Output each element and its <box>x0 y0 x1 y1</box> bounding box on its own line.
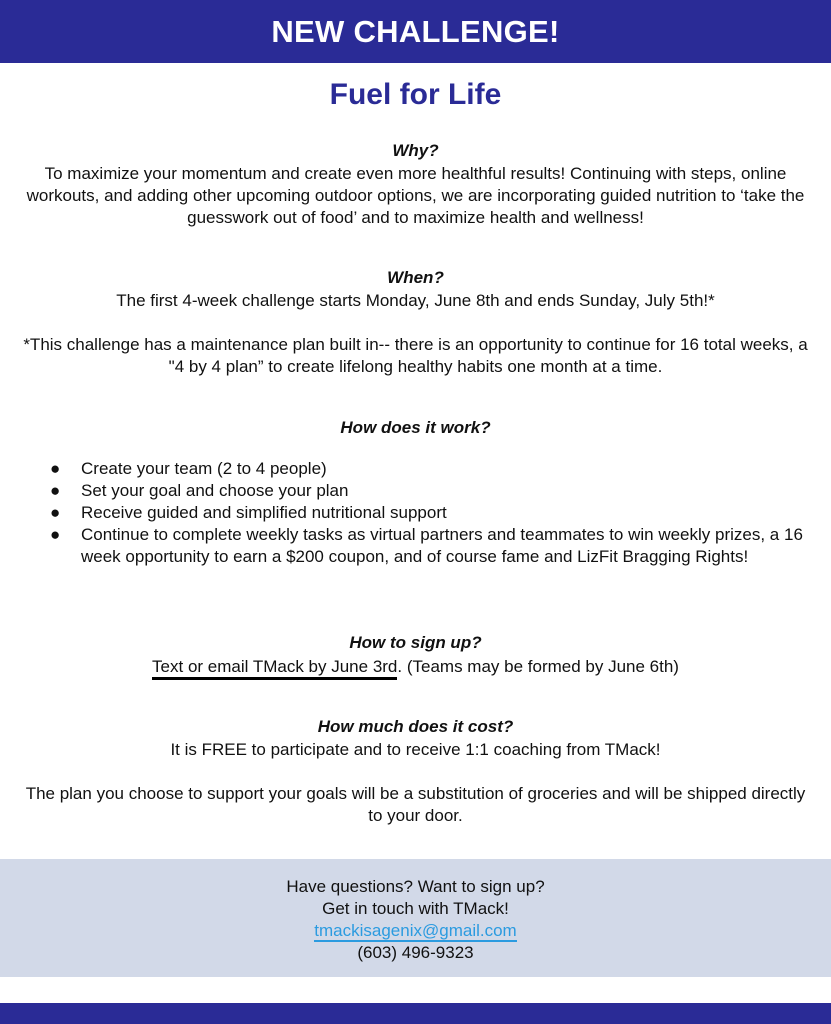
bottom-bar <box>0 1003 831 1024</box>
cost-note: The plan you choose to support your goals will be a substitution of groceries and will be shipped directly to your door. <box>25 784 806 825</box>
list-item <box>50 480 810 502</box>
top-banner <box>0 0 831 63</box>
how-list <box>50 458 810 568</box>
cost-text: It is FREE to participate and to receive 1:1 coaching from TMack! <box>170 740 661 759</box>
how-heading: How does it work? <box>340 418 491 437</box>
email-link[interactable]: tmackisagenix@gmail.com <box>314 921 517 940</box>
bullet-icon: ● <box>50 525 61 544</box>
list-item <box>50 502 810 524</box>
list-item-text: Continue to complete weekly tasks as virtual partners and teammates to win weekly prizes, a 16 week opportunity to earn a $200 coupon, and of course fame and LizFit Bragging Rights! <box>81 525 803 566</box>
when-note: *This challenge has a maintenance plan built in-- there is an opportunity to continue for 16 total weeks, a "4 by 4 plan” to create lifelong healthy habits one month at a time. <box>23 335 808 376</box>
why-text: To maximize your momentum and create even more healthful results! Continuing with steps, online workouts, and adding other upcoming outdoor options, we are incorporating guided nutrition to ‘take the guesswork out of food’ and to maximize health and wellness! <box>26 164 805 227</box>
when-text: The first 4-week challenge starts Monday, June 8th and ends Sunday, July 5th!* <box>116 291 715 310</box>
list-item <box>50 458 810 480</box>
list-item-text: Receive guided and simplified nutritional support <box>81 503 447 522</box>
why-heading: Why? <box>392 141 439 160</box>
page-title: Fuel for Life <box>329 78 502 111</box>
list-item-text: Set your goal and choose your plan <box>81 481 349 500</box>
contact-box <box>0 859 831 977</box>
signup-text <box>0 656 831 678</box>
contact-line2: Get in touch with TMack! <box>322 899 509 918</box>
cost-heading: How much does it cost? <box>317 717 514 736</box>
contact-line1: Have questions? Want to sign up? <box>286 877 545 896</box>
signup-heading: How to sign up? <box>349 633 482 652</box>
list-item-text: Create your team (2 to 4 people) <box>81 459 327 478</box>
when-heading: When? <box>387 268 444 287</box>
signup-deadline: Text or email TMack by June 3rd <box>152 657 397 680</box>
bullet-icon: ● <box>50 459 61 478</box>
signup-rest: . (Teams may be formed by June 6th) <box>397 657 679 676</box>
banner-title: NEW CHALLENGE! <box>271 13 560 49</box>
contact-phone: (603) 496-9323 <box>357 943 474 962</box>
list-item <box>50 524 810 568</box>
bullet-icon: ● <box>50 481 61 500</box>
bullet-icon: ● <box>50 503 61 522</box>
